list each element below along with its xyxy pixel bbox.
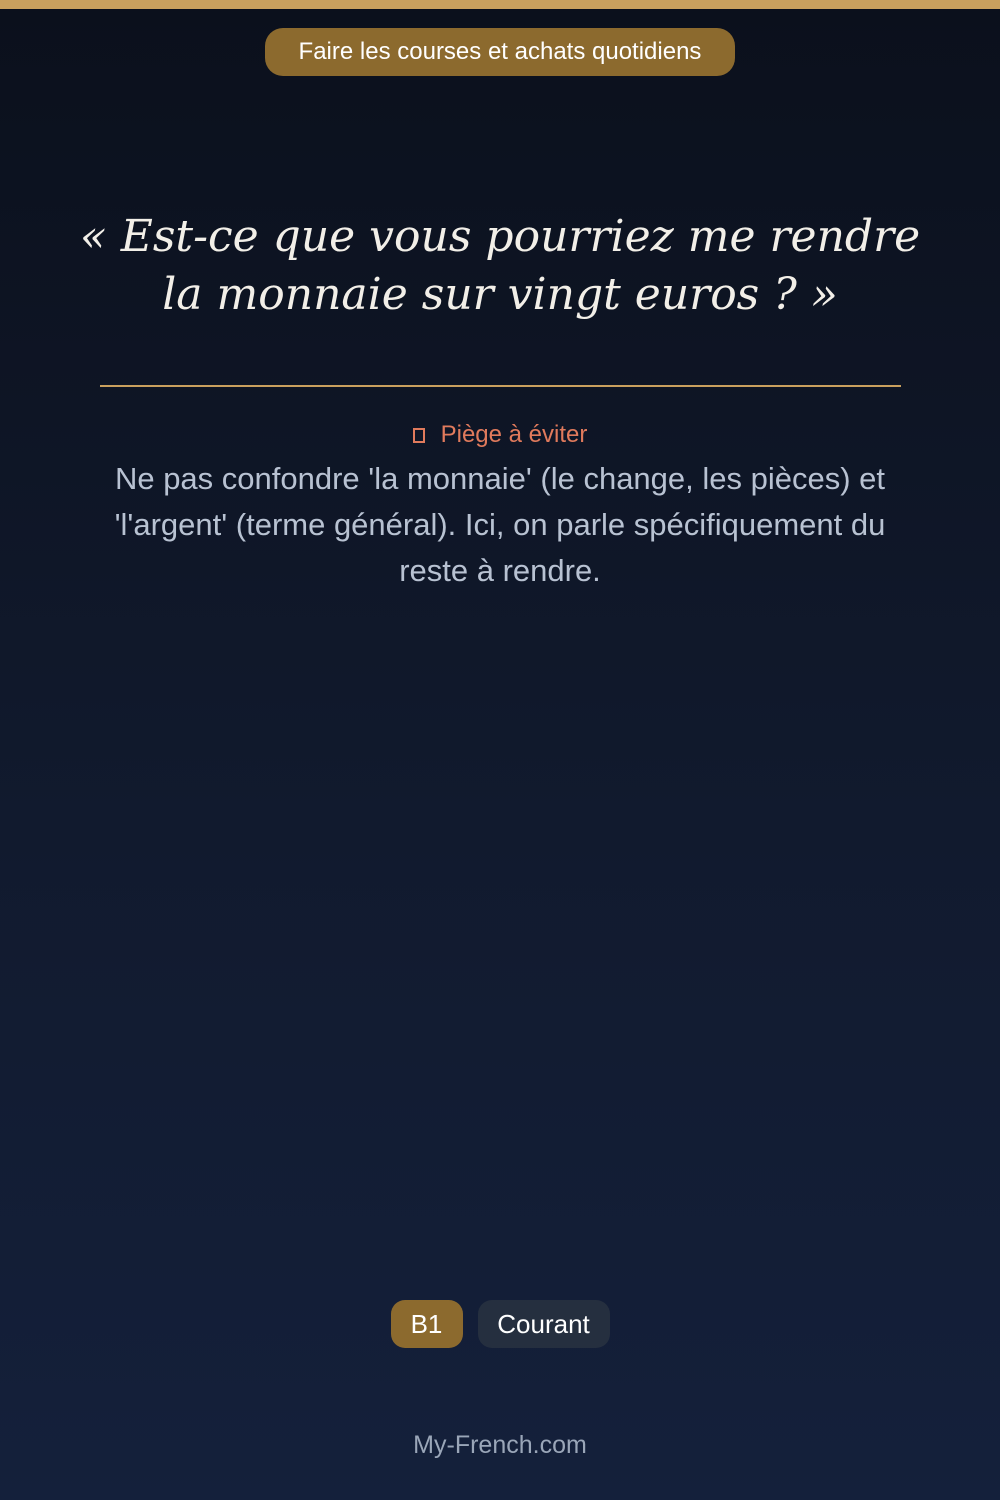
footer-site-name: My-French.com (413, 1431, 587, 1459)
top-accent-bar (0, 0, 1000, 9)
tag-list (0, 1300, 1000, 1348)
register-badge: Courant (478, 1300, 610, 1348)
phrase-quote: « Est-ce que vous pourriez me rendre la monnaie sur vingt euros ? » (79, 211, 921, 320)
category-badge: Faire les courses et achats quotidiens (265, 28, 735, 76)
pitfall-explanation: Ne pas confondre 'la monnaie' (le change, les pièces) et 'l'argent' (terme général). Ici, on parle spécifiquement du reste à rendre. (114, 461, 886, 588)
pitfall-heading (0, 420, 1000, 450)
pitfall-heading-label: Piège à éviter (440, 421, 588, 448)
level-badge: B1 (391, 1300, 463, 1348)
warning-icon (413, 428, 425, 443)
divider (100, 385, 901, 387)
